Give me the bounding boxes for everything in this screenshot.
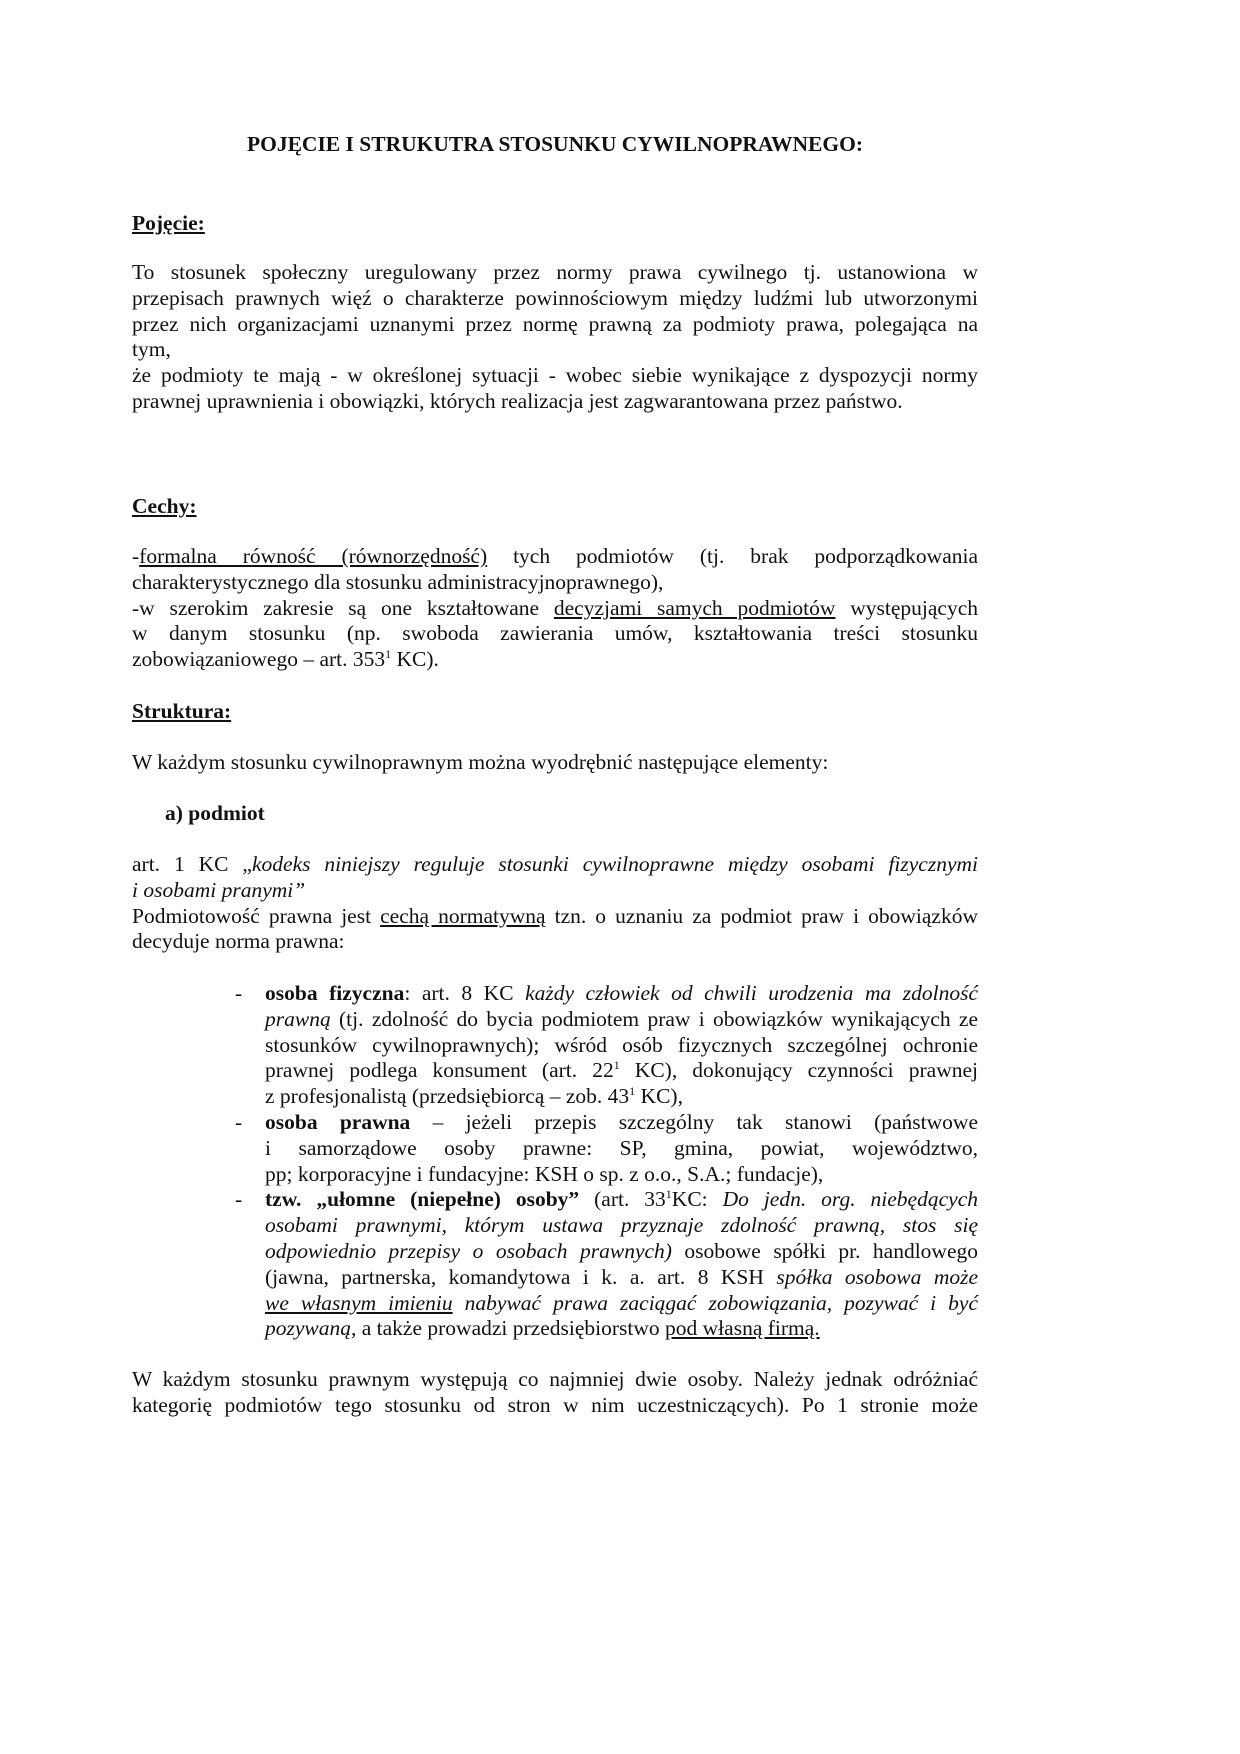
text-segment: decyzjami samych podmiotów xyxy=(553,595,836,620)
heading-cechy: Cechy: xyxy=(132,494,197,518)
text-segment: każdy człowiek od chwili urodzenia ma zdolność xyxy=(525,981,978,1005)
text-segment: odpowiednio przepisy o osobach prawnych) xyxy=(265,1238,672,1263)
text-segment: tzw. „ułomne (niepełne) osoby” xyxy=(265,1187,580,1212)
text-segment: formalna równość (równorzędność) xyxy=(139,544,488,568)
list-item xyxy=(235,1187,978,1342)
list-item-text xyxy=(265,981,978,1110)
text-segment: KC), dokonujący czynności prawnej xyxy=(619,1058,978,1083)
heading-pojecie: Pojęcie: xyxy=(132,211,205,235)
text-line xyxy=(132,904,978,930)
bullet-dash: - xyxy=(235,981,243,1005)
list-item-text xyxy=(265,1187,978,1342)
subject-types-list xyxy=(235,981,978,1342)
paragraph-definition xyxy=(132,260,978,415)
list-item xyxy=(235,981,978,1110)
paragraph-structure-intro xyxy=(132,750,978,776)
text-segment: pozywaną, xyxy=(265,1316,357,1341)
text-line xyxy=(132,337,978,363)
list-item-text xyxy=(265,1110,978,1187)
text-segment: osobami prawnymi, którym ustawa przyznaje zdolność prawną, stos się xyxy=(265,1213,978,1238)
text-segment: W każdym stosunku cywilnoprawnym można wyodrębnić następujące elementy: xyxy=(132,750,829,774)
text-segment: KC), xyxy=(635,1084,683,1109)
text-segment: występujących xyxy=(835,595,978,620)
text-segment: osoba prawna xyxy=(265,1109,411,1134)
text-segment: kategorię podmiotów tego stosunku od stron w nim uczestniczących). Po 1 stronie może xyxy=(132,1392,978,1417)
text-line xyxy=(265,1007,978,1033)
text-line xyxy=(132,1367,978,1393)
paragraph-parties xyxy=(132,1367,978,1419)
text-segment: – jeżeli przepis szczególny tak stanowi (państwowe xyxy=(410,1109,978,1134)
text-line xyxy=(132,363,978,389)
text-line xyxy=(265,1033,978,1059)
text-segment: tzn. o uznaniu za podmiot praw i obowiązków xyxy=(545,903,978,928)
text-segment: w danym stosunku (np. swoboda zawierania umów, kształtowania treści stosunku xyxy=(132,621,978,646)
text-segment: przez nich organizacjami uznanymi przez normę prawną za podmioty prawa, polegająca na xyxy=(132,311,978,336)
list-item xyxy=(235,1110,978,1187)
text-line xyxy=(132,750,978,776)
text-segment: KC: xyxy=(671,1187,723,1212)
text-segment: 1 xyxy=(385,647,392,662)
paragraph-art1 xyxy=(132,852,978,955)
text-segment: że podmioty te mają - w określonej sytuacji - wobec siebie wynikające z dyspozycji normy xyxy=(132,363,978,388)
text-segment: we własnym imieniu xyxy=(265,1290,453,1315)
text-line xyxy=(265,1316,978,1342)
text-segment: osoba fizyczna xyxy=(265,981,405,1005)
text-line xyxy=(132,312,978,338)
text-segment: 1 xyxy=(613,1058,620,1073)
text-segment: kodeks niniejszy reguluje stosunki cywilnoprawne między osobami fizycznymi xyxy=(251,852,978,876)
text-segment: -w szerokim zakresie są one kształtowane xyxy=(132,595,554,620)
paragraph-features xyxy=(132,544,978,673)
text-segment: cechą normatywną xyxy=(380,903,546,928)
document-title: POJĘCIE I STRUKUTRA STOSUNKU CYWILNOPRAWNEGO: xyxy=(246,132,864,156)
bullet-dash: - xyxy=(235,1187,243,1212)
text-line xyxy=(132,878,978,904)
text-segment: prawnej uprawnienia i obowiązki, których realizacja jest zagwarantowana przez państwo. xyxy=(132,388,903,413)
heading-struktura: Struktura: xyxy=(132,699,232,723)
text-segment: tych podmiotów (tj. brak podporządkowania xyxy=(487,544,978,568)
text-line xyxy=(132,286,978,312)
bullet-dash: - xyxy=(235,1109,243,1134)
text-segment: przepisach prawnych więź o charakterze powinnościowym między ludźmi lub utworzonymi xyxy=(132,285,978,310)
text-line xyxy=(132,929,978,955)
text-segment: (art. 33 xyxy=(579,1187,666,1212)
text-line xyxy=(132,852,978,878)
text-segment: z profesjonalistą (przedsiębiorcą – zob. 43 xyxy=(265,1084,630,1109)
text-segment: prawnej podlega konsument (art. 22 xyxy=(265,1058,614,1083)
text-segment: charakterystycznego dla stosunku administracyjnoprawnego), xyxy=(132,569,664,594)
text-segment: osobowe spółki pr. handlowego xyxy=(671,1238,978,1263)
text-line xyxy=(132,389,978,415)
text-line xyxy=(265,1136,978,1162)
text-line xyxy=(265,1213,978,1239)
text-line xyxy=(132,570,978,596)
text-segment: zobowiązaniowego – art. 353 xyxy=(132,647,386,672)
text-segment: tym, xyxy=(132,337,171,362)
text-segment: (jawna, partnerska, komandytowa i k. a. art. 8 KSH xyxy=(265,1264,777,1289)
text-segment: art. 1 KC „ xyxy=(132,852,252,876)
text-line xyxy=(132,596,978,622)
text-segment: i osobami pranymi” xyxy=(132,877,306,902)
text-segment: stosunków cywilnoprawnych); wśród osób fizycznych szczególnej ochronie xyxy=(265,1032,978,1057)
text-line xyxy=(265,1058,978,1084)
subheading-podmiot: a) podmiot xyxy=(165,801,265,825)
text-segment: nabywać prawa zaciągać zobowiązania, pozywać i być xyxy=(452,1290,978,1315)
text-line xyxy=(265,1187,978,1213)
text-line xyxy=(132,647,978,673)
text-line xyxy=(132,544,978,570)
text-segment: KC). xyxy=(391,647,439,672)
text-segment: decyduje norma prawna: xyxy=(132,929,345,954)
text-line xyxy=(265,1265,978,1291)
text-segment: pp; korporacyjne i fundacyjne: KSH o sp. z o.o., S.A.; fundacje), xyxy=(265,1161,824,1186)
text-segment: (tj. zdolność do bycia podmiotem praw i obowiązków wynikających ze xyxy=(330,1006,978,1031)
text-line xyxy=(132,1393,978,1419)
text-line xyxy=(265,1110,978,1136)
text-line xyxy=(265,1162,978,1188)
text-line xyxy=(132,621,978,647)
text-segment: - xyxy=(132,544,140,568)
text-segment: prawną xyxy=(265,1006,331,1031)
text-line xyxy=(132,260,978,286)
text-segment: Do jedn. org. niebędących xyxy=(722,1187,978,1212)
text-segment: i samorządowe osoby prawne: SP, gmina, powiat, województwo, xyxy=(265,1135,978,1160)
text-segment: : art. 8 KC xyxy=(404,981,526,1005)
text-line xyxy=(265,1239,978,1265)
text-segment: spółka osobowa może xyxy=(776,1264,979,1289)
text-line xyxy=(265,1291,978,1317)
text-line xyxy=(265,981,978,1007)
text-segment: 1 xyxy=(629,1084,636,1099)
text-segment: W każdym stosunku prawnym występują co najmniej dwie osoby. Należy jednak odróżniać xyxy=(132,1367,978,1391)
text-segment: pod własną firmą. xyxy=(665,1316,820,1341)
text-line xyxy=(265,1084,978,1110)
text-segment: Podmiotowość prawna jest xyxy=(132,903,381,928)
text-segment: To stosunek społeczny uregulowany przez normy prawa cywilnego tj. ustanowiona w xyxy=(132,260,978,284)
text-segment: 1 xyxy=(665,1187,672,1202)
text-segment: a także prowadzi przedsiębiorstwo xyxy=(356,1316,666,1341)
